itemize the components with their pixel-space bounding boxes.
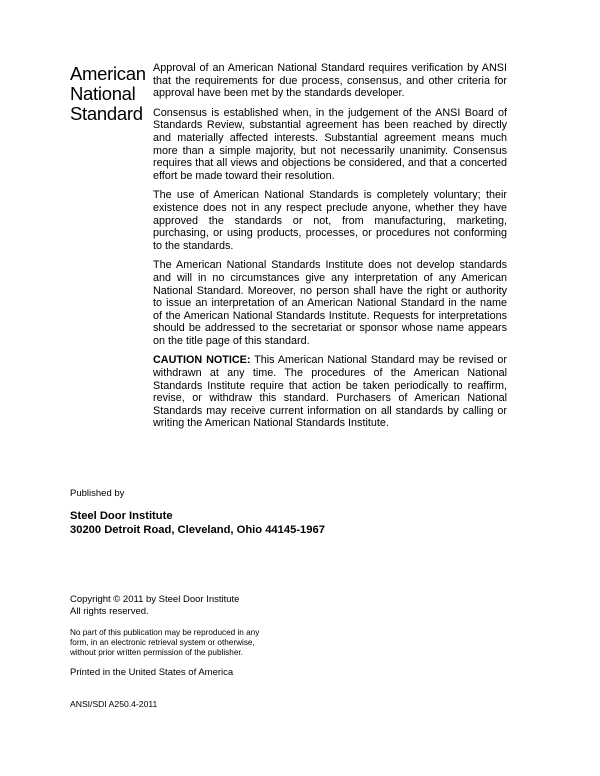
voluntary-use-paragraph: The use of American National Standards is completely voluntary; their existence does not in any respect preclude anyone, whether they have approved the standards or not, from manufacturing, marketing, purchasing, or using products, processes, or procedures not conforming to the standards. xyxy=(153,189,507,252)
page-title-line: Standard xyxy=(70,103,143,124)
publisher-block xyxy=(70,510,325,537)
caution-notice-paragraph xyxy=(153,354,507,430)
publisher-address: 30200 Detroit Road, Cleveland, Ohio 44145-1967 xyxy=(70,523,325,536)
notice-line: No part of this publication may be reproduced in any xyxy=(70,628,260,637)
copyright-line: Copyright © 2011 by Steel Door Institute xyxy=(70,594,240,605)
page-title-line: American xyxy=(70,63,146,84)
ansi-approval-statement xyxy=(153,62,507,437)
publisher-name: Steel Door Institute xyxy=(70,510,173,522)
printed-in-line: Printed in the United States of America xyxy=(70,667,234,678)
reproduction-notice xyxy=(70,628,300,659)
approval-paragraph: Approval of an American National Standard requires verification by ANSI that the requirements for due process, consensus, and other criteria for approval have been met by the standards developer. xyxy=(153,62,507,100)
interpretation-paragraph: The American National Standards Institute does not develop standards and will in no circumstances give any interpretation of any American National Standard. Moreover, no person shall have the right or authority to issue an interpretation of an American National Standard in the name of the American National Standards Institute. Requests for interpretations should be addressed to the secretariat or sponsor whose name appears on the title page of this standard. xyxy=(153,259,507,347)
notice-line: form, in an electronic retrieval system or otherwise, xyxy=(70,638,255,648)
document-code: ANSI/SDI A250.4-2011 xyxy=(70,699,158,709)
caution-notice-label: CAUTION NOTICE: xyxy=(153,354,251,367)
consensus-paragraph: Consensus is established when, in the judgement of the ANSI Board of Standards Review, substantial agreement has been reached by directly and materially affected interests. Substantial agreement means much more than a simple majority, but not necessarily unanimity. Consensus requires that all views and objections be considered, and that a concerted effort be made toward their resolution. xyxy=(153,106,507,182)
copyright-block xyxy=(70,594,239,617)
caution-notice-text: This American National Standard may be revised or withdrawn at any time. The procedures of the American National Standards Institute require that action be taken periodically to reaffirm, revise, or withdraw this standard. Purchasers of American National Standards may receive current information on all standards by calling or writing the American National Standards Institute. xyxy=(153,354,507,430)
published-by-label: Published by xyxy=(70,488,125,499)
page-title-line: National xyxy=(70,83,136,104)
notice-line: without prior written permission of the publisher. xyxy=(70,648,243,658)
page-title xyxy=(70,64,150,124)
rights-reserved-line: All rights reserved. xyxy=(70,605,149,617)
